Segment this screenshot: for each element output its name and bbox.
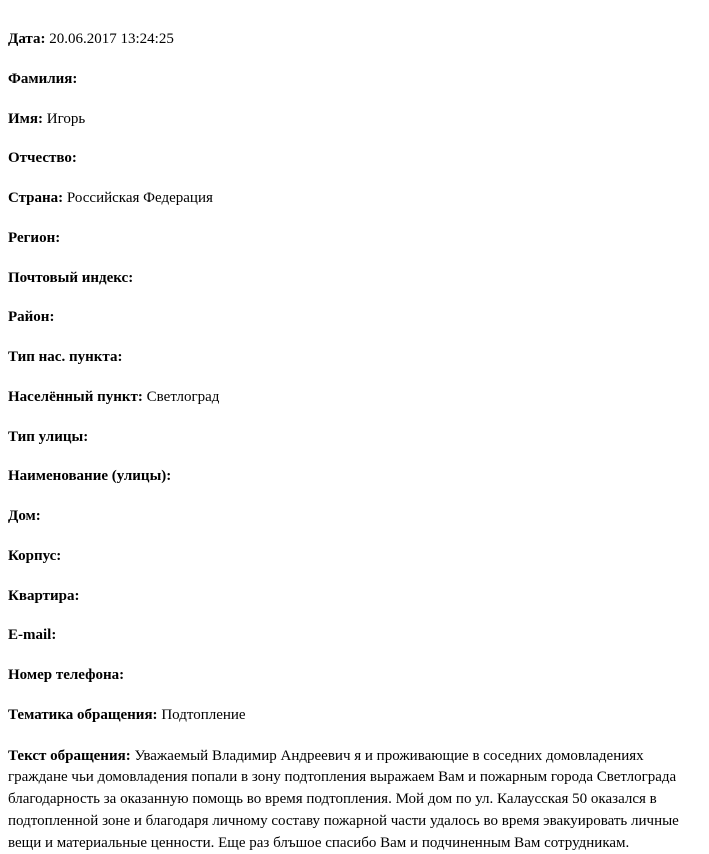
field-label-surname: Фамилия: (8, 71, 77, 87)
field-row-country (8, 189, 701, 208)
field-label-topic: Тематика обращения: (8, 707, 158, 723)
field-row-street-type (8, 428, 701, 447)
field-row-firstname (8, 110, 701, 129)
field-row-postal-code (8, 269, 701, 288)
field-value-firstname: Игорь (47, 111, 85, 127)
field-label-building: Корпус: (8, 548, 61, 564)
field-label-street-type: Тип улицы: (8, 429, 88, 445)
field-row-building (8, 547, 701, 566)
field-label-street-name: Наименование (улицы): (8, 468, 171, 484)
field-label-postal-code: Почтовый индекс: (8, 270, 133, 286)
field-label-country: Страна: (8, 190, 63, 206)
field-row-surname (8, 70, 701, 89)
field-label-region: Регион: (8, 230, 60, 246)
field-value-settlement: Светлоград (147, 389, 220, 405)
field-label-phone: Номер телефона: (8, 667, 124, 683)
field-row-region (8, 229, 701, 248)
field-label-firstname: Имя: (8, 111, 43, 127)
field-label-email: E-mail: (8, 627, 56, 643)
field-label-date: Дата: (8, 31, 45, 47)
field-row-topic (8, 706, 701, 725)
field-label-message: Текст обращения: (8, 748, 131, 764)
field-value-country: Российская Федерация (67, 190, 213, 206)
field-label-house: Дом: (8, 508, 41, 524)
field-row-email (8, 626, 701, 645)
field-value-topic: Подтопление (161, 707, 245, 723)
field-value-date: 20.06.2017 13:24:25 (49, 31, 174, 47)
field-label-settlement-type: Тип нас. пункта: (8, 349, 122, 365)
field-label-district: Район: (8, 309, 54, 325)
field-row-house (8, 507, 701, 526)
field-row-apartment (8, 587, 701, 606)
field-row-street-name (8, 467, 701, 486)
field-value-message: Уважаемый Владимир Андреевич я и проживающие в соседних домовладениях граждане чьи домовладения попали в зону подтопления выражаем Вам и пожарным города Светлограда благодарность за оказанную помощь во время подтопления. Мой дом по ул. Калаусская 50 оказался в подтопленной зоне и благодаря личному составу пожарной части удалось во время эвакуировать личные вещи и материальные ценности. Еще раз блъшое спасибо Вам и подчиненным Вам сотрудникам. (8, 748, 679, 851)
field-row-patronymic (8, 149, 701, 168)
field-row-phone (8, 666, 701, 685)
field-label-patronymic: Отчество: (8, 150, 77, 166)
field-row-settlement-type (8, 348, 701, 367)
field-row-settlement (8, 388, 701, 407)
field-row-date (8, 30, 701, 49)
field-label-settlement: Населённый пункт: (8, 389, 143, 405)
field-row-message (8, 746, 701, 854)
field-label-apartment: Квартира: (8, 588, 79, 604)
field-row-district (8, 308, 701, 327)
